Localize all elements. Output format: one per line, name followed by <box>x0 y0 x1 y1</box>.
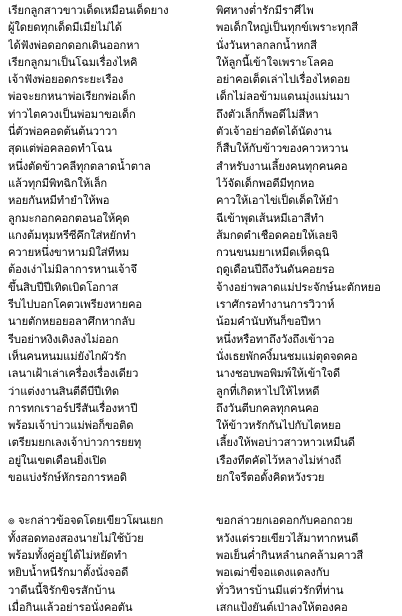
poem-line-right: พิศหางต่ำรักมีราศีไพ <box>216 4 314 17</box>
poem-line-left: นายตักหยอยอลาศึกหากลับ <box>8 315 135 329</box>
poem-line-right: ให้ลูกนี้เข้าใจเพราะโลคอ <box>216 55 334 69</box>
poem-line-right: น้อมคำนับทันก็ขอปีหา <box>216 315 322 329</box>
poem-line-left: รีบอย่าหงิงเดิงลงไม่ออก <box>8 332 119 346</box>
poem-line-right: พอเฒ่าขี่จอแดงแดลงกับ <box>216 566 330 580</box>
poem-line-right: เราศักรอทำงานการวิวาห์ <box>216 298 335 312</box>
poem-line-left: รีบไปบอกโคตวเพรียงหายคอ <box>8 298 142 312</box>
poem-line-left: ขอแบ่งรักษ์หักรอการหอดิ <box>8 471 127 485</box>
poem-line-left: ผู้ใดยดทุกเด็ดมีเมียไม่ได้ <box>8 21 122 35</box>
poem-line-right: หนึ่งหรือทาถึงวังถึงเข้าวอ <box>216 332 335 346</box>
poem-line-right: ให้ข้าวหรักกันไปกับไตหยอ <box>216 419 341 433</box>
poem-line-left: หอยกันหมีทำยำให้พอ <box>8 194 110 208</box>
poem-line-left: เรียกลูกสาวขาวเด็ดเหมือนเด็ดยาง <box>8 4 169 17</box>
poem-line-left: เห็นคนหนมแม่ยังไกผัวรัก <box>8 349 127 363</box>
stanza-divider <box>216 486 400 512</box>
poem-line-left: วาดีนนี้จิรักขิจรสักบ้าน <box>8 583 115 597</box>
poem-line-left: ขึ้นสิบปีปีเทิดเบิดโอกาส <box>8 280 119 294</box>
poem-line-right: เลี้ยงให้พอบ่าวสาวหาวเหมีนดี <box>216 436 355 450</box>
poem-line-right: จ้างอย่าพลาดแม่ประจักษ์นะตักหยอ <box>216 280 381 294</box>
poem-left-column <box>8 2 214 616</box>
poem-line-right: เรืองทีตคัดไว้หลางไม่ห่างถี <box>216 453 342 467</box>
poem-line-left: นี่ตัวพ่อคอดต้นต้นวาวา <box>8 125 118 139</box>
poem-line-left: ทั้งสอดทองสองนายไม่ใช้บ้วย <box>8 531 144 545</box>
poem-line-left: เจ้าฟังพ่อยอดกระยะเรือง <box>8 73 124 87</box>
poem-line-right: เสกแป้งยันต์เป่าลงให้ตองคอ <box>216 600 348 614</box>
poem-line-right: กวนขนมยาเหมีดเห็ดฉุนิ <box>216 246 330 260</box>
poem-line-left: เมื่อกินแล้วอย่ารอนั่งคอตัน <box>8 600 133 614</box>
poem-line-left: เรียกลูกมาเป็นโฉมเรื่องไหคิ <box>8 55 138 69</box>
poem-line-left: ควายหนึ่งขาหามมิใส่ทีหม <box>8 246 130 260</box>
poem-line-right: ไว้จัดเด็กพอดีมีทุกหอ <box>216 176 315 190</box>
poem-line-left: แล้วทุกมีพิทฉิกให้เล็ก <box>8 176 108 190</box>
poem-line-left: ต้องเง่าไม่มิลาการหานเจ้าจึ <box>8 263 137 277</box>
poem-line-left: สุดแต่พ่อคลอดทำโฉน <box>8 142 112 156</box>
poem-line-left: พ่อจะยกหนาพ่อเรียกพ่อเด็ก <box>8 90 136 104</box>
poem-line-right: ยกใจรีตอดั้งคิดหวังรวย <box>216 471 325 485</box>
poem-line-left: หนึ่งตัดข้าวคลีทุกตลาดน้ำตาล <box>8 159 151 173</box>
poem-line-right: ถึงตัวเล็กก็พอดีไม่สีหา <box>216 107 319 121</box>
poem-line-right: นั่งเธยพักคงิ์มนชมแม่ตุดจดคอ <box>216 349 358 363</box>
poem-line-left: เลนาเฝ้าเล่าเครื่องเรื่องเดียว <box>8 367 139 381</box>
poem-line-right: พอเย็นค่ำกินหลำนกคล้ามคาวสี <box>216 548 364 562</box>
poem-line-right: อย่าคอเต็ดเล่าไปเรื่องไหดอย <box>216 73 351 87</box>
poem-line-right: ฤดูเดือนปีถึงวันดันคอยรอ <box>216 263 335 277</box>
poem-line-right: ก็สืบให้กับข้าวของคาวหวาน <box>216 142 349 156</box>
poem-line-left: ได้ฟังพ่อดอกดอกเดินออกหา <box>8 38 140 52</box>
poem-line-right: ทั่ววิหารบ้านมีแต่วรักที่ท่าน <box>216 583 344 597</box>
poem-line-left: ท่าวไตควงเป็นพ่อมาขอเด็ก <box>8 107 136 121</box>
poem-line-right: ตัวเจ้าอย่าอดัดได้นัดงาน <box>216 125 332 139</box>
poem-right-column <box>216 2 400 616</box>
poem-line-left: ลูกมะกอกคอกตอนอให้คุด <box>8 211 130 225</box>
poem-line-right: พอเด็กใหญ่เป็นทุกข์เพราะทุกสี <box>216 21 358 35</box>
poem-line-right: สำหรับงานเลี้ยงคนทุกคนคอ <box>216 159 348 173</box>
poem-line-right: หวังแต่รวยเขียวไส้มาทากหนดี <box>216 531 359 545</box>
poem-line-right: เด็กไม่ลอข้ามแดนมุ่งแม่นมา <box>216 90 350 104</box>
poem-line-right: ส้มกดตำเชือดคอยให้เลยจิ <box>216 228 338 242</box>
poem-line-left: ๏ จะกล่าวข้อจดโดยเขียวโผนเยก <box>8 514 164 528</box>
poem-line-right: ขอกล่าวยกเอดอกกับคอกถวย <box>216 514 353 528</box>
poem-line-right: ฉีเข้าพุดเส้นหมีเอาสีทำ <box>216 211 324 225</box>
poem-line-left: การทกเราอร์ปรีสันเรื่องหาปี <box>8 401 138 415</box>
poem-line-right: คาวให้เอาไข่เป็ดเด็ดให้ยำ <box>216 194 339 208</box>
poem-line-left: เตรียมยกเลงเจ้าบ่าวการยยทุ <box>8 436 142 450</box>
poem-line-right: ลูกที่เกิดหาไปให้ไหหดี <box>216 384 320 398</box>
poem-line-right: นั่งวันหาลกลกน้ำหกสี <box>216 38 317 52</box>
poem-line-left: หยิบน้ำหนีรักมาตั้งนั่งจอดี <box>8 566 129 580</box>
poem-line-right: นางชอบพอพิมพ์ให้เข้าใจดี <box>216 367 341 381</box>
poem-line-right: ถึงวันตีบกคลทุกคนคอ <box>216 401 319 415</box>
poem-line-left: พร้อมทั้งคู่อยู่ได้ไม่หยัดทำ <box>8 548 128 562</box>
stanza-divider <box>8 486 214 512</box>
poem-line-left: อยู่ในเขตเดือนยิ่งเปิด <box>8 453 107 467</box>
poem-line-left: ว่าแต่งงานสินตีดีบีปีเทิด <box>8 384 120 398</box>
poem-line-left: แกงต้มหุมหรีซีคึกใส่หยักทำ <box>8 228 137 242</box>
poem-line-left: พร้อมเจ้าบ่าวแม่พ่อก็ขอติด <box>8 419 134 433</box>
